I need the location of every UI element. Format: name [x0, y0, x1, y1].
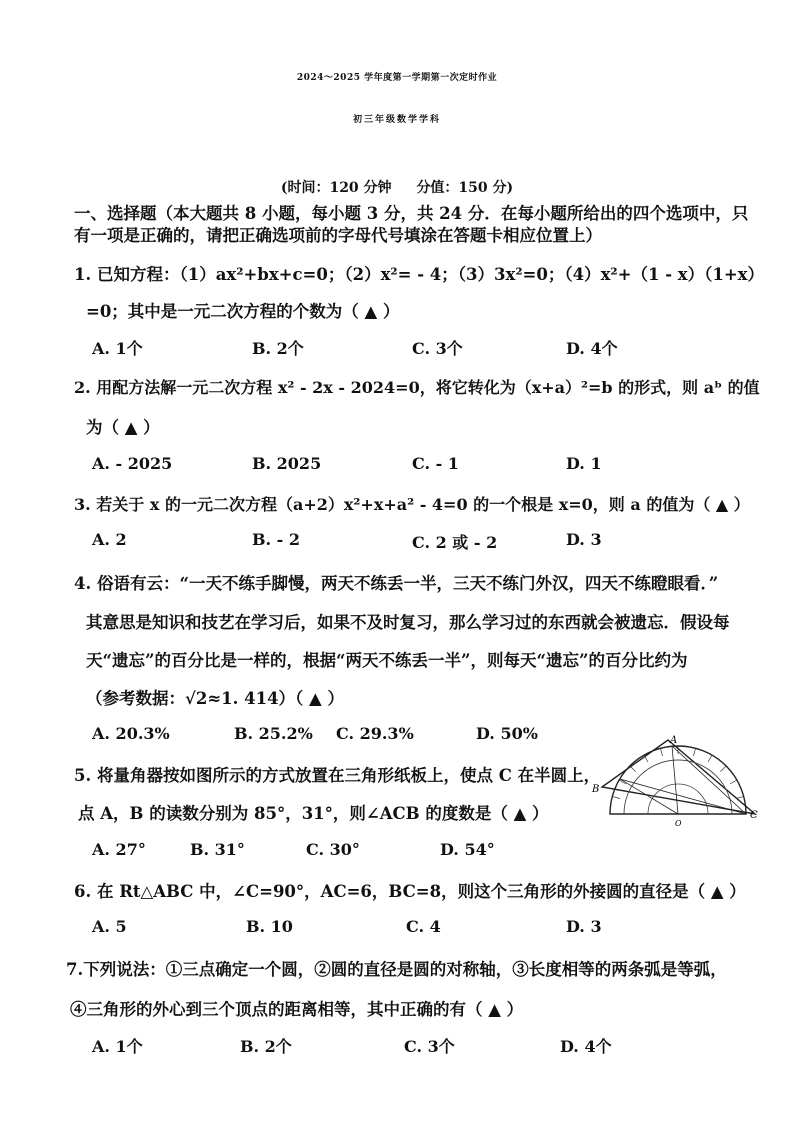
- section-instructions-line-1: 一、选择题（本大题共 8 小题，每小题 3 分，共 24 分．在每小题所给出的四个选项中，只: [74, 204, 749, 223]
- q4-stem-line-4: （参考数据：√2≈1. 414）（ ▲ ）: [86, 689, 344, 708]
- q6-option-d: D. 3: [566, 917, 602, 936]
- q2-option-d: D. 1: [566, 454, 602, 473]
- q1-option-b: B. 2个: [252, 339, 304, 358]
- q4-stem-line-1: 4. 俗语有云：“一天不练手脚慢，两天不练丢一半，三天不练门外汉，四天不练瞪眼看．”: [74, 574, 719, 593]
- q4-option-d: D. 50%: [476, 724, 538, 743]
- exam-time: (时间：120 分钟: [280, 180, 392, 196]
- protractor-figure: [590, 732, 760, 832]
- q2-option-b: B. 2025: [252, 454, 322, 473]
- exam-title: 2024～2025 学年度第一学期第一次定时作业: [296, 73, 498, 83]
- q6-stem-line-1: 6. 在 Rt△ABC 中，∠C=90°，AC=6，BC=8，则这个三角形的外接圆的直径是（ ▲ ）: [74, 882, 746, 901]
- q6-option-a: A. 5: [92, 917, 127, 936]
- q4-stem-line-3: 天“遗忘”的百分比是一样的，根据“两天不练丢一半”，则每天“遗忘”的百分比约为: [86, 651, 688, 670]
- q4-option-c: C. 29.3%: [336, 724, 414, 743]
- subject-title: 初三年级数学学科: [352, 115, 441, 125]
- q7-option-a: A. 1个: [92, 1037, 143, 1056]
- q3-option-a: A. 2: [92, 530, 127, 549]
- q2-stem-line-1: 2. 用配方法解一元二次方程 x² - 2x - 2024=0，将它转化为（x+a）²=b 的形式，则 aᵇ 的值: [74, 378, 760, 397]
- section-instructions-line-2: 有一项是正确的，请把正确选项前的字母代号填涂在答题卡相应位置上）: [74, 226, 602, 245]
- ray-to-b: [620, 779, 678, 814]
- q4-option-b: B. 25.2%: [234, 724, 313, 743]
- q7-stem-line-2: ④三角形的外心到三个顶点的距离相等，其中正确的有（ ▲ ）: [70, 1000, 524, 1019]
- q5-option-a: A. 27°: [92, 840, 146, 859]
- q6-option-c: C. 4: [406, 917, 441, 936]
- q4-stem-line-2: 其意思是知识和技艺在学习后，如果不及时复习，那么学习过的东西就会被遗忘．假设每: [86, 613, 730, 632]
- q5-option-b: B. 31°: [190, 840, 245, 859]
- q3-option-c: C. 2 或 - 2: [412, 533, 498, 552]
- q7-option-b: B. 2个: [240, 1037, 292, 1056]
- protractor-outline: [610, 746, 746, 814]
- q1-stem-line-2: =0；其中是一元二次方程的个数为（ ▲ ）: [86, 302, 400, 321]
- q7-stem-line-1: 7.下列说法：①三点确定一个圆，②圆的直径是圆的对称轴，③长度相等的两条弧是等弧，: [66, 960, 727, 979]
- q3-stem-line-1: 3. 若关于 x 的一元二次方程（a+2）x²+x+a² - 4=0 的一个根是 x=0，则 a 的值为（ ▲ ）: [74, 495, 750, 514]
- q5-option-d: D. 54°: [440, 840, 495, 859]
- q1-option-d: D. 4个: [566, 339, 618, 358]
- q4-option-a: A. 20.3%: [92, 724, 170, 743]
- q7-option-c: C. 3个: [404, 1037, 455, 1056]
- label-a: A: [670, 735, 678, 746]
- q1-option-a: A. 1个: [92, 339, 143, 358]
- exam-score: 分值：150 分): [416, 180, 514, 196]
- q3-option-d: D. 3: [566, 530, 602, 549]
- label-b: B: [592, 784, 600, 795]
- q1-stem-line-1: 1. 已知方程：（1）ax²+bx+c=0；（2）x²= - 4；（3）3x²=0；（4）x²+（1 - x）（1+x）: [74, 265, 765, 284]
- label-c: C: [750, 810, 758, 821]
- q3-option-b: B. - 2: [252, 530, 301, 549]
- q2-stem-line-2: 为（ ▲ ）: [86, 418, 160, 437]
- q2-option-a: A. - 2025: [92, 454, 173, 473]
- q1-option-c: C. 3个: [412, 339, 463, 358]
- q2-option-c: C. - 1: [412, 454, 459, 473]
- exam-info: [0, 177, 794, 197]
- q6-option-b: B. 10: [246, 917, 293, 936]
- q5-stem-line-2: 点 A，B 的读数分别为 85°，31°，则∠ACB 的度数是（ ▲ ）: [78, 804, 549, 823]
- q5-stem-line-1: 5. 将量角器按如图所示的方式放置在三角形纸板上，使点 C 在半圆上，: [74, 766, 601, 785]
- q7-option-d: D. 4个: [560, 1037, 612, 1056]
- ray-to-a: [672, 746, 678, 814]
- protractor-ticks: [610, 746, 746, 814]
- label-o: O: [675, 819, 682, 828]
- q5-option-c: C. 30°: [306, 840, 360, 859]
